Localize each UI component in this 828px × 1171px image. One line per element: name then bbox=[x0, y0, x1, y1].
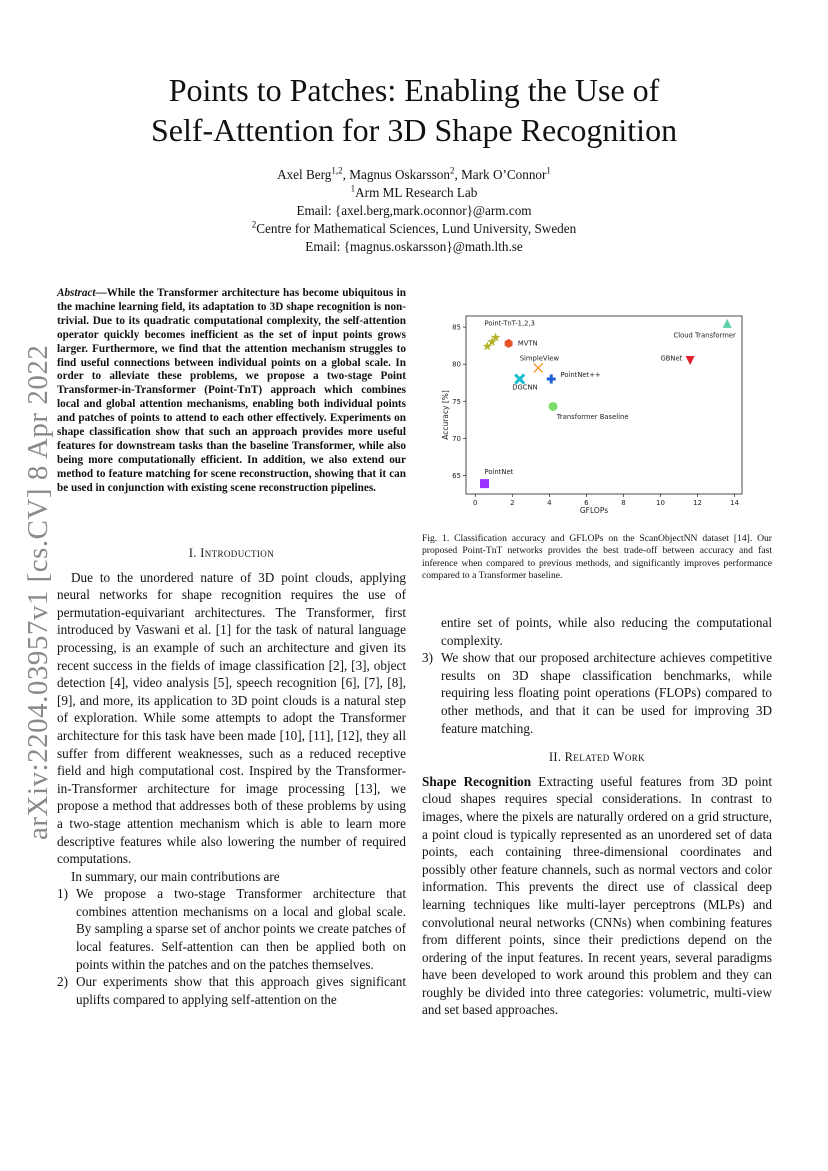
point-transformer-baseline bbox=[549, 402, 558, 411]
title-line-1: Points to Patches: Enabling the Use of bbox=[168, 72, 660, 108]
related-work-heading bbox=[422, 749, 772, 767]
abstract bbox=[57, 287, 406, 496]
x-tick-label: 4 bbox=[547, 499, 552, 507]
introduction-heading-number: I. bbox=[188, 546, 201, 560]
author-berg-affil: 1,2 bbox=[331, 165, 343, 176]
contribution-3-number: 3) bbox=[422, 650, 433, 666]
contribution-1 bbox=[57, 885, 406, 973]
paper-title bbox=[60, 70, 768, 150]
contribution-3-text: We show that our proposed architecture achieves competitive results on 3D shape classification benchmarks, while requiring less floating point operations (FLOPs) compared to other methods, and that it can be used for improving 3D feature matching. bbox=[441, 650, 772, 736]
intro-paragraph-2: In summary, our main contributions are bbox=[71, 868, 280, 884]
affiliation-2-number: 2 bbox=[251, 219, 257, 230]
introduction-section bbox=[57, 545, 406, 1008]
point-mvtn bbox=[505, 339, 513, 348]
related-work-heading-text: Related Work bbox=[564, 750, 646, 765]
title-line-2: Self-Attention for 3D Shape Recognition bbox=[150, 112, 678, 148]
abstract-label: Abstract bbox=[57, 287, 96, 299]
y-tick-label: 70 bbox=[452, 434, 461, 443]
point-cloud-transformer bbox=[723, 319, 732, 328]
chart-point-labels bbox=[485, 320, 737, 476]
x-tick-label: 14 bbox=[730, 499, 740, 507]
chart-y-axis-label: Accuracy [%] bbox=[441, 390, 450, 440]
x-tick-label: 10 bbox=[656, 499, 665, 507]
contributions-list bbox=[57, 885, 406, 1008]
intro-paragraph-1: Due to the unordered nature of 3D point clouds, applying neural networks for shape recognition requires the use of permutation-equivariant architectures. The Transformer, first introduced by Vaswani et al. [1] for the task of natural language processing, is an example of such an architecture and given its recent success in the fields of image classification [2], [3], object detection [4], video analysis [5], speech recognition [6], [7], [8], [9], and more, its application to 3D point clouds is a natural step of exploration. While some attempts to adopt the Transformer architecture for this task have been made [10], [11], [12], they all suffer from different weaknesses, such as a reduced receptive field and high computational cost. Inspired by the Transformer-in-Transformer architecture for image processing [13], we propose a method that addresses both of these problems by using a two-stage attention mechanism which is able to learn more descriptive features while also lowering the number of required computations. bbox=[57, 569, 406, 867]
contribution-2 bbox=[57, 973, 406, 1008]
affiliation-1-number: 1 bbox=[350, 183, 356, 194]
intro-continuation bbox=[422, 614, 772, 1019]
abstract-text: —While the Transformer architecture has become ubiquitous in the machine learning field, its adaptation to 3D shape recognition is non-trivial. Due to its quadratic computational complexity, the self-attention operator quickly becomes inefficient as the set of input points grows larger. Furthermore, we find that the attention mechanism struggles to find useful connections between individual points on a global scale. In order to alleviate these problems, we propose a two-stage Point Transformer-in-Transformer (Point-TnT) approach which combines local and global attention mechanisms, enabling both individual points and patches of points to attend to each other effectively. Experiments on shape classification show that such an approach provides more useful features for downstream tasks than the baseline Transformer, while also being more computationally efficient. In addition, we also extend our method to feature matching for scene reconstruction, showing that it can be used in conjunction with existing scene reconstruction pipelines. bbox=[57, 287, 406, 494]
point-pointnet- bbox=[547, 375, 556, 384]
label-transformer-baseline: Transformer Baseline bbox=[556, 413, 629, 422]
y-tick-label: 80 bbox=[452, 360, 461, 369]
related-work-text: Extracting useful features from 3D point cloud shapes requires special considerations. In contrast to images, where the pixels are naturally ordered on a grid structure, a point cloud is typically represented as an unordered set of data points, each containing three-dimensional coordinates and possibly other feature channels, such as normal vectors and color information. This prevents the direct use of classical deep learning techniques like multi-layer perceptrons (MLPs) and convolutional neural networks (CNNs) when combining features from different points, since their predictions depend on the ordering of the input features. In recent years, several paradigms have been developed to work around this problem and they can roughly be divided into three categories: volumetric, multi-view and set based approaches. bbox=[422, 773, 773, 1018]
label-mvtn: MVTN bbox=[517, 339, 538, 348]
x-tick-label: 6 bbox=[584, 499, 589, 507]
contribution-3 bbox=[422, 649, 772, 737]
affiliation-1-text: Arm ML Research Lab bbox=[355, 185, 478, 200]
contribution-2-number: 2) bbox=[57, 974, 68, 990]
introduction-heading bbox=[57, 545, 406, 563]
label-pointnet-: PointNet++ bbox=[560, 370, 601, 379]
author-oconnor: , Mark O’Connor bbox=[454, 167, 547, 182]
label-simpleview: SimpleView bbox=[519, 354, 560, 363]
x-tick-label: 8 bbox=[621, 499, 626, 507]
arxiv-side-label: arXiv:2204.03957v1 [cs.CV] 8 Apr 2022 bbox=[22, 344, 54, 840]
contribution-1-number: 1) bbox=[57, 886, 68, 902]
point-simpleview bbox=[534, 363, 543, 372]
email-2: Email: {magnus.oskarsson}@math.lth.se bbox=[305, 239, 523, 254]
x-tick-label: 2 bbox=[510, 499, 515, 507]
label-gbnet: GBNet bbox=[660, 354, 683, 363]
y-tick-label: 65 bbox=[452, 471, 461, 480]
contribution-2-text: Our experiments show that this approach gives significant uplifts compared to applying self-attention on the bbox=[76, 974, 406, 1007]
affiliation-2 bbox=[60, 220, 768, 238]
figure-caption: Fig. 1. Classification accuracy and GFLOPs on the ScanObjectNN dataset [14]. Our proposed Point-TnT networks provides the best trade-off between accuracy and fast inference when compared to previous methods, and significantly improves performance compared to a Transformer baseline. bbox=[422, 533, 772, 581]
x-tick-label: 12 bbox=[693, 499, 703, 507]
y-tick-label: 85 bbox=[452, 323, 461, 332]
contribution-1-text: We propose a two-stage Transformer architecture that combines attention mechanisms on a local and global scale. By sampling a sparse set of anchor points we create patches of local features. Self-attention can then be applied both on points within the patches and on the patches themselves. bbox=[76, 886, 406, 972]
point-dgcnn bbox=[515, 375, 524, 384]
label-dgcnn: DGCNN bbox=[512, 383, 538, 392]
x-tick-label: 0 bbox=[473, 499, 478, 507]
chart-axes bbox=[452, 316, 742, 507]
author-oconnor-affil: 1 bbox=[546, 165, 551, 176]
affiliation-1 bbox=[60, 184, 768, 202]
affiliation-2-text: Centre for Mathematical Sciences, Lund University, Sweden bbox=[256, 221, 577, 236]
y-tick-label: 75 bbox=[452, 397, 461, 406]
label-pointnet: PointNet bbox=[484, 467, 514, 476]
author-oskarsson-affil: 2 bbox=[449, 165, 455, 176]
contributions-list-continued bbox=[422, 614, 772, 737]
chart-x-axis-label: GFLOPs bbox=[579, 506, 609, 515]
introduction-heading-text: Introduction bbox=[200, 546, 275, 560]
shape-recognition-lead: Shape Recognition bbox=[422, 773, 532, 789]
point-gbnet bbox=[686, 356, 695, 365]
point-pointnet bbox=[480, 479, 489, 488]
email-1: Email: {axel.berg,mark.oconnor}@arm.com bbox=[296, 203, 532, 218]
label-cloud-transformer: Cloud Transformer bbox=[673, 331, 736, 340]
author-block bbox=[60, 166, 768, 256]
label-point-tnt-1-2-3: Point-TnT-1,2,3 bbox=[484, 319, 535, 328]
author-names bbox=[60, 166, 768, 184]
related-work-heading-number: II. bbox=[548, 750, 565, 765]
related-work-paragraph bbox=[422, 773, 772, 1019]
author-oskarsson: , Magnus Oskarsson bbox=[342, 167, 450, 182]
accuracy-gflops-chart bbox=[436, 310, 746, 522]
author-berg: Axel Berg bbox=[277, 167, 332, 182]
contribution-2-continued: entire set of points, while also reducing the computational complexity. bbox=[441, 615, 772, 648]
